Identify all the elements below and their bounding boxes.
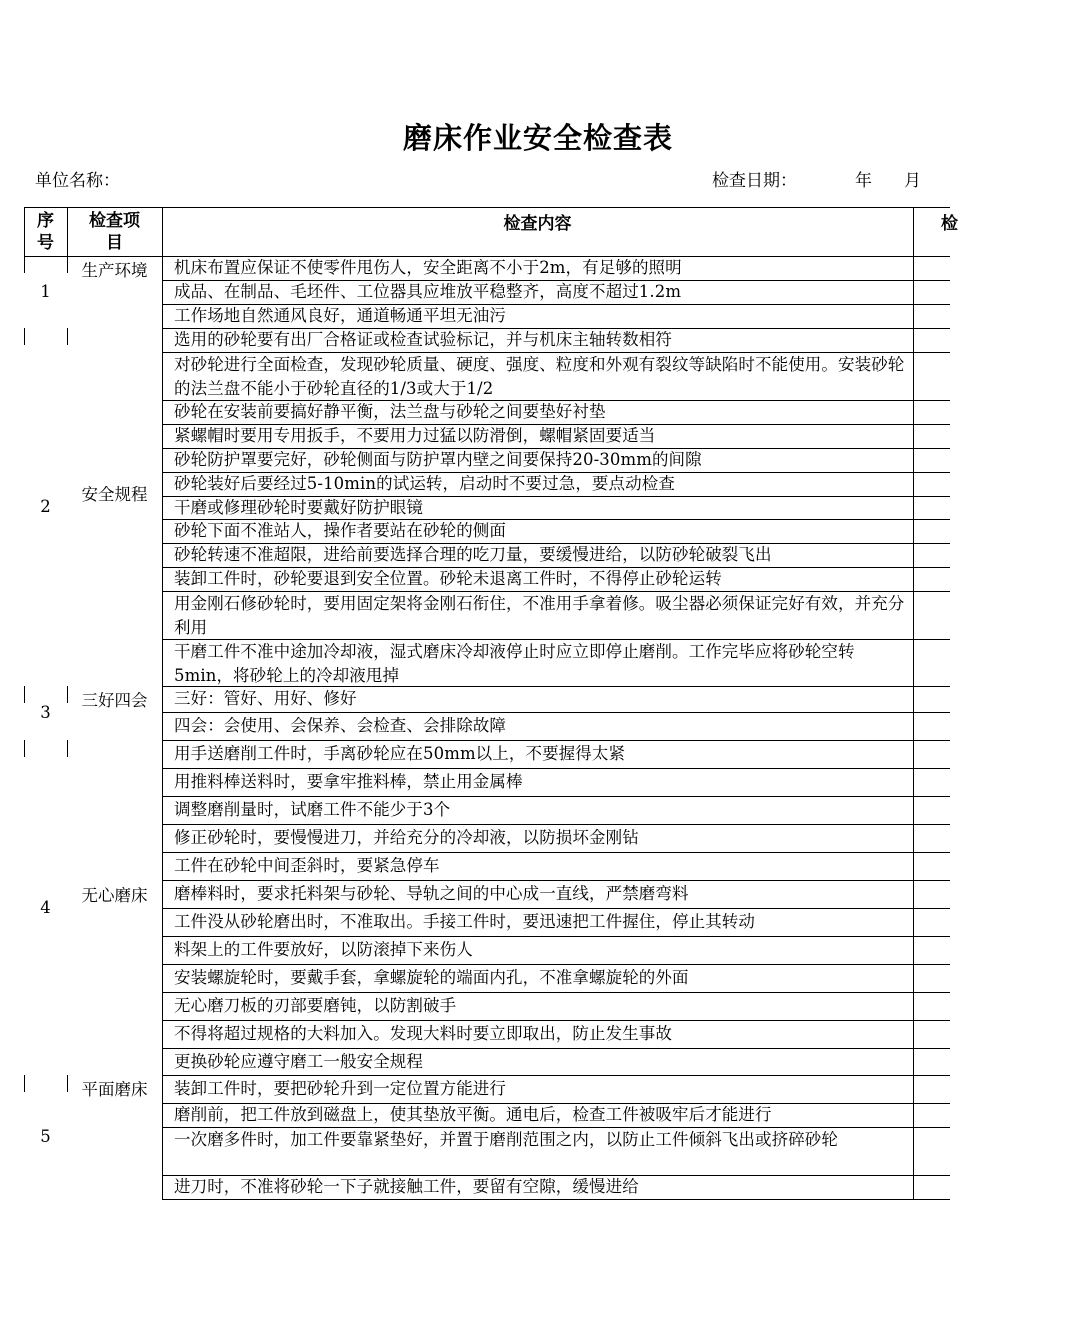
row-rule — [162, 992, 950, 993]
content-left-border — [162, 256, 163, 329]
row-rule — [162, 740, 950, 741]
check-item: 对砂轮进行全面检查，发现砂轮质量、硬度、强度、粒度和外观有裂纹等缺陷时不能使用。安装砂轮的法兰盘不能小于砂轮直径的1/3或大于1/2 — [174, 355, 905, 398]
header-result: 检 — [941, 214, 958, 234]
check-item: 干磨工件不准中途加冷却液，湿式磨床冷却液停止时应立即停止磨削。工作完毕应将砂轮空转5min，将砂轮上的冷却液甩掉 — [174, 642, 855, 685]
section-index: 2 — [40, 497, 51, 516]
section-tick-left — [24, 740, 25, 757]
check-item: 砂轮装好后要经过5-10min的试运转，启动时不要过急，要点动检查 — [174, 474, 675, 493]
content-right-border — [913, 256, 914, 329]
row-rule — [162, 1020, 950, 1021]
section-tick-index — [67, 328, 68, 345]
month-label: 月 — [904, 171, 921, 191]
page-title: 磨床作业安全检查表 — [402, 121, 673, 155]
check-item: 工件没从砂轮磨出时，不准取出。手接工件时，要迅速把工件握住，停止其转动 — [174, 912, 755, 931]
section-name: 平面磨床 — [81, 1080, 148, 1099]
check-item: 无心磨刀板的刃部要磨钝，以防割破手 — [174, 996, 457, 1015]
section-tick-left — [24, 328, 25, 345]
check-item: 修正砂轮时，要慢慢进刀，并给充分的冷却液，以防损坏金刚钻 — [174, 828, 639, 847]
row-rule — [162, 880, 950, 881]
section-name: 安全规程 — [81, 485, 148, 504]
row-rule — [162, 936, 950, 937]
section-name: 无心磨床 — [81, 885, 148, 905]
check-item: 四会：会使用、会保养、会检查、会排除故障 — [174, 716, 506, 735]
header-item: 检查项目 — [89, 211, 140, 253]
row-rule — [162, 964, 950, 965]
check-item: 用金刚石修砂轮时，要用固定架将金刚石衔住，不准用手拿着修。吸尘器必须保证完好有效，并充分利用 — [174, 594, 905, 637]
header-index: 序号 — [37, 211, 54, 253]
check-item: 干磨或修理砂轮时要戴好防护眼镜 — [174, 498, 423, 517]
content-right-border — [913, 1075, 914, 1200]
check-item: 机床布置应保证不使零件甩伤人，安全距离不小于2m，有足够的照明 — [174, 258, 682, 277]
check-item: 选用的砂轮要有出厂合格证或检查试验标记，并与机床主轴转数相符 — [174, 330, 672, 349]
section-tick-index — [67, 256, 68, 273]
content-left-border — [162, 1075, 163, 1200]
check-item: 砂轮在安装前要搞好静平衡，法兰盘与砂轮之间要垫好衬垫 — [174, 402, 606, 421]
content-left-border — [162, 328, 163, 687]
section-index: 1 — [40, 282, 51, 301]
row-rule — [162, 824, 950, 825]
year-label: 年 — [855, 171, 872, 191]
check-item: 料架上的工件要放好，以防滚掉下来伤人 — [174, 940, 473, 959]
row-rule — [162, 1075, 950, 1076]
check-item: 成品、在制品、毛坯件、工位器具应堆放平稳整齐，高度不超过1.2m — [174, 282, 682, 301]
check-item: 用手送磨削工件时，手离砂轮应在50mm以上，不要握得太紧 — [174, 744, 626, 763]
check-item: 工作场地自然通风良好，通道畅通平坦无油污 — [174, 306, 506, 325]
check-item: 更换砂轮应遵守磨工一般安全规程 — [174, 1051, 423, 1071]
row-rule — [162, 768, 950, 769]
section-index: 5 — [40, 1127, 51, 1146]
check-item: 用推料棒送料时，要拿牢推料棒，禁止用金属棒 — [174, 772, 523, 791]
check-item: 调整磨削量时，试磨工件不能少于3个 — [174, 800, 451, 819]
check-item: 紧螺帽时要用专用扳手，不要用力过猛以防滑倒，螺帽紧固要适当 — [174, 426, 656, 445]
check-item: 一次磨多件时，加工件要靠紧垫好，并置于磨削范围之内，以防止工件倾斜飞出或挤碎砂轮 — [174, 1130, 838, 1149]
content-right-border — [913, 686, 914, 741]
check-item: 安装螺旋轮时，要戴手套，拿螺旋轮的端面内孔，不准拿螺旋轮的外面 — [174, 968, 689, 987]
section-name: 生产环境 — [81, 261, 148, 280]
check-item: 砂轮下面不准站人，操作者要站在砂轮的侧面 — [174, 521, 506, 540]
check-item: 磨棒料时，要求托料架与砂轮、导轨之间的中心成一直线，严禁磨弯料 — [174, 884, 689, 903]
section-name: 三好四会 — [81, 691, 148, 710]
date-label: 检查日期： — [712, 171, 797, 191]
check-item: 三好：管好、用好、修好 — [174, 689, 357, 708]
row-rule — [162, 852, 950, 853]
header-content: 检查内容 — [503, 214, 572, 234]
check-item: 装卸工件时，砂轮要退到安全位置。砂轮未退离工件时，不得停止砂轮运转 — [174, 569, 722, 588]
check-item: 不得将超过规格的大料加入。发现大料时要立即取出，防止发生事故 — [174, 1024, 672, 1043]
section-tick-index — [67, 1075, 68, 1092]
section-tick-index — [67, 686, 68, 703]
section-tick-left — [24, 256, 25, 273]
check-item: 进刀时，不准将砂轮一下子就接触工件，要留有空隙，缓慢进给 — [174, 1177, 639, 1196]
row-rule — [162, 712, 950, 713]
row-rule — [162, 796, 950, 797]
section-index: 3 — [40, 703, 51, 722]
content-left-border — [162, 686, 163, 741]
check-item: 砂轮防护罩要完好，砂轮侧面与防护罩内壁之间要保持20-30mm的间隙 — [174, 450, 702, 469]
row-rule — [162, 908, 950, 909]
check-item: 砂轮转速不准超限，进给前要选择合理的吃刀量，要缓慢进给，以防砂轮破裂飞出 — [174, 545, 772, 564]
check-item: 磨削前，把工件放到磁盘上，使其垫放平衡。通电后，检查工件被吸牢后才能进行 — [174, 1105, 772, 1124]
section-index: 4 — [40, 897, 51, 917]
check-item: 装卸工件时，要把砂轮升到一定位置方能进行 — [174, 1079, 506, 1098]
unit-name-label: 单位名称： — [35, 171, 120, 191]
section-tick-left — [24, 1075, 25, 1092]
content-right-border — [913, 328, 914, 687]
header-divider-content — [913, 207, 914, 256]
section-tick-index — [67, 740, 68, 757]
check-item: 工件在砂轮中间歪斜时，要紧急停车 — [174, 856, 440, 875]
section-bottom-rule — [162, 1199, 950, 1200]
